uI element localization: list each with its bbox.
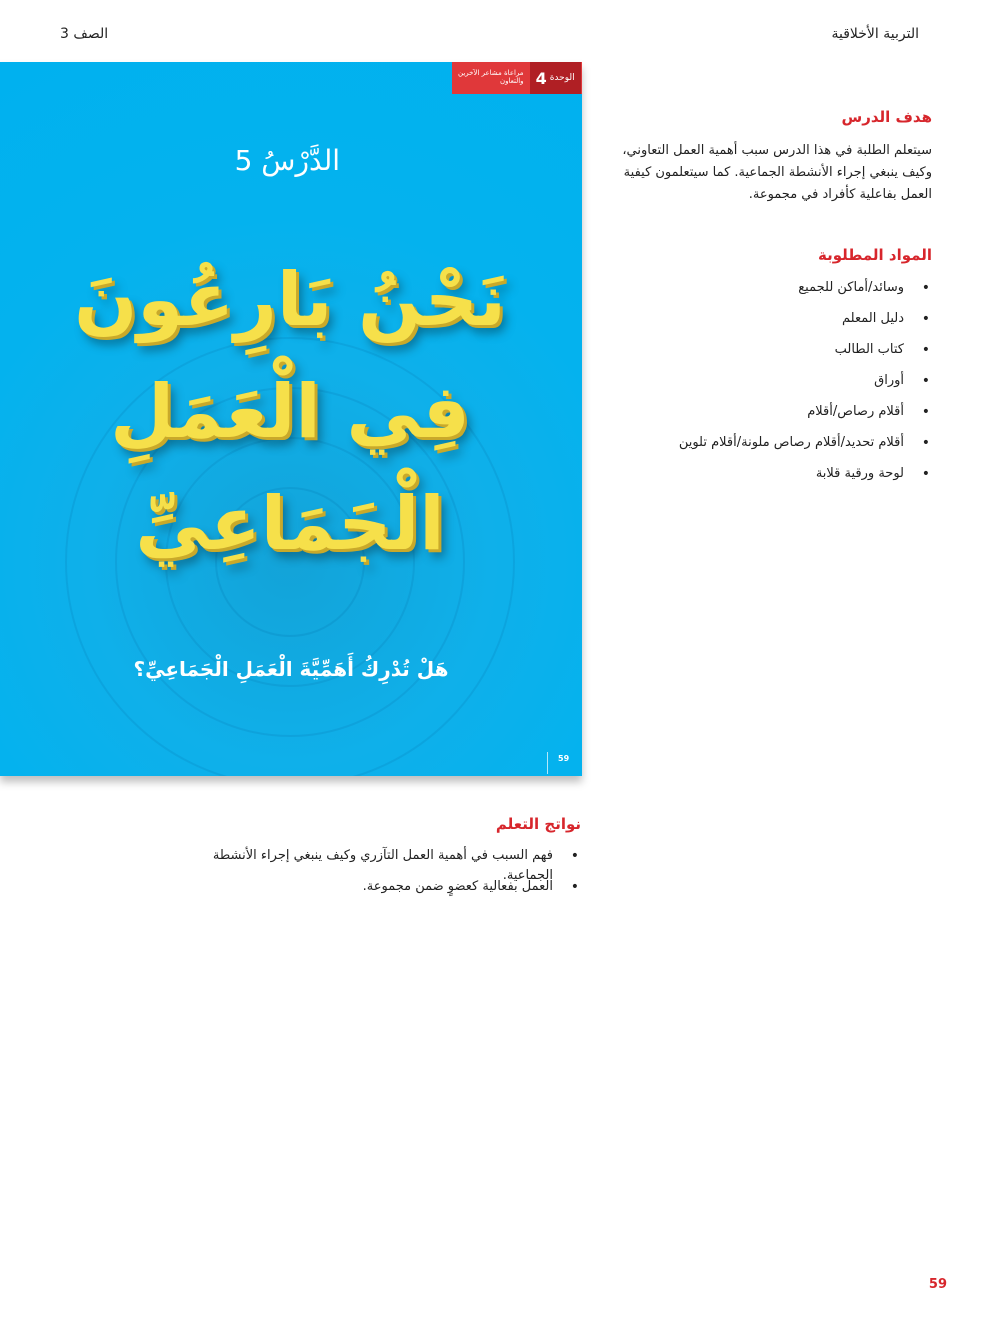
material-text: لوحة ورقية قلابة (815, 466, 904, 481)
page-divider (547, 752, 548, 774)
bullet-icon: • (921, 404, 930, 420)
bullet-icon: • (921, 435, 930, 451)
material-text: كتاب الطالب (834, 342, 904, 357)
unit-tab (452, 62, 582, 94)
goal-text: سيتعلم الطلبة في هذا الدرس سبب أهمية العمل التعاوني، وكيف ينبغي إجراء الأنشطة الجماعية. كما سيتعلمون كيفية العمل بفاعلية كأفراد في مجموعة. (622, 143, 932, 202)
list-item (602, 340, 932, 371)
title-line: فِي الْعَمَلِ (110, 369, 470, 455)
outcomes-heading: نواتج التعلم (495, 815, 581, 833)
materials-list (602, 278, 932, 495)
list-item (161, 877, 581, 908)
bullet-icon: • (921, 466, 930, 482)
list-item (602, 371, 932, 402)
material-text: أوراق (874, 373, 904, 388)
bullet-icon: • (921, 311, 930, 327)
list-item (602, 309, 932, 340)
grade-label: الصف 3 (60, 26, 109, 42)
bullet-icon: • (921, 280, 930, 296)
lesson-title (40, 244, 540, 580)
bullet-icon: • (570, 879, 579, 895)
unit-desc-line: والتعاون (499, 77, 524, 85)
unit-number: 4 (535, 68, 547, 88)
goal-heading: هدف الدرس (841, 108, 932, 126)
list-item (602, 278, 932, 309)
title-line: نَحْنُ بَارِعُونَ (74, 257, 506, 343)
material-text: دليل المعلم (842, 311, 904, 326)
bullet-icon: • (570, 848, 579, 864)
unit-desc-line: مراعاة مشاعر الآخرين (458, 69, 524, 78)
materials-heading: المواد المطلوبة (818, 246, 932, 264)
material-text: أقلام تحديد/أقلام رصاص ملونة/أقلام تلوين (678, 435, 904, 450)
list-item (602, 464, 932, 495)
outcomes-list (161, 846, 581, 908)
list-item (161, 846, 581, 883)
list-item (602, 402, 932, 433)
outcome-text: العمل بفعالية كعضوٍ ضمن مجموعة. (362, 879, 553, 894)
unit-description (452, 70, 530, 85)
lesson-question: هَلْ تُدْرِكُ أَهَمِّيَّةَ الْعَمَلِ الْجَمَاعِيِّ؟ (133, 657, 449, 681)
subject-title: التربية الأخلاقية (831, 26, 919, 42)
material-text: أقلام رصاص/أقلام (807, 404, 904, 419)
list-item (602, 433, 932, 464)
unit-badge (530, 62, 581, 94)
bullet-icon: • (921, 342, 930, 358)
lesson-cover-image (0, 62, 582, 776)
outcome-text: فهم السبب في أهمية العمل التآزري وكيف ينبغي إجراء الأنشطة الجماعية. (212, 848, 553, 883)
unit-label: الوحدة (549, 73, 575, 83)
page-number: 59 (928, 1277, 947, 1292)
material-text: وسائد/أماكن للجميع (798, 280, 904, 295)
lesson-number: الدَّرْسُ 5 (234, 144, 340, 177)
cover-page-number: 59 (558, 754, 570, 763)
title-line: الْجَمَاعِيِّ (135, 481, 445, 567)
bullet-icon: • (921, 373, 930, 389)
